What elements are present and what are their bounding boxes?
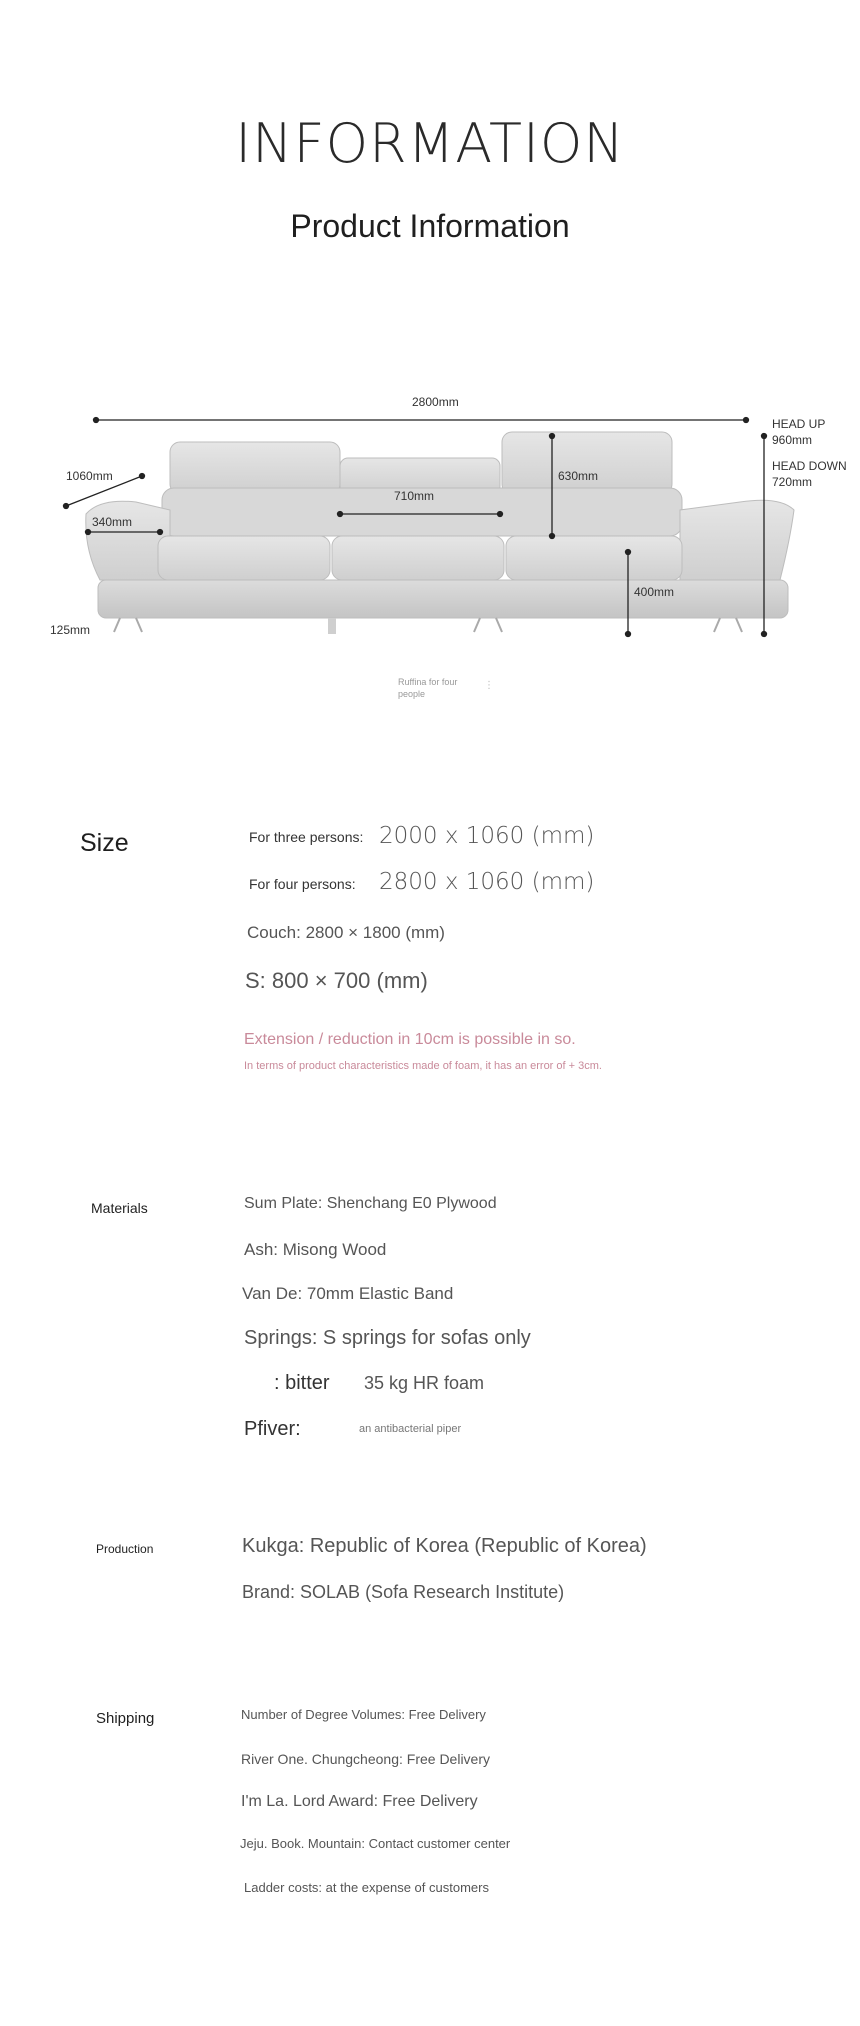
page-title: INFORMATION xyxy=(235,112,625,175)
bitter-value: 35 kg HR foam xyxy=(364,1373,485,1393)
arm-width-label: 340mm xyxy=(92,515,133,529)
three-persons-label: For three persons: xyxy=(249,829,364,845)
head-down-value: 720mm xyxy=(772,475,813,489)
production-item: Brand: SOLAB (Sofa Research Institute) xyxy=(242,1582,565,1602)
seat-height-label: 400mm xyxy=(634,585,675,599)
pfiver-label: Pfiver: xyxy=(244,1418,301,1440)
caption-mark: ⋮ xyxy=(484,680,494,691)
sofa-dimension-diagram xyxy=(40,380,860,670)
sofa-illustration xyxy=(86,432,794,634)
headrest-height-label: 630mm xyxy=(558,469,599,483)
material-item: Ash: Misong Wood xyxy=(244,1240,387,1259)
shipping-item: Number of Degree Volumes: Free Delivery xyxy=(241,1707,486,1722)
bitter-label: : bitter xyxy=(274,1372,330,1394)
size-note-extension: Extension / reduction in 10cm is possible in so. xyxy=(244,1031,576,1048)
diagram-caption: Ruffina for four people xyxy=(398,677,458,699)
s-size: S: 800 × 700 (mm) xyxy=(245,968,428,993)
head-down-label: HEAD DOWN xyxy=(772,459,847,473)
material-item: Springs: S springs for sofas only xyxy=(244,1327,531,1349)
middle-width-label: 710mm xyxy=(394,489,435,503)
couch-size: Couch: 2800 × 1800 (mm) xyxy=(247,923,445,942)
leg-height-label: 125mm xyxy=(50,623,91,637)
shipping-item: River One. Chungcheong: Free Delivery xyxy=(241,1751,491,1767)
four-persons-label: For four persons: xyxy=(249,876,356,892)
four-persons-value: 2800 x 1060 (mm) xyxy=(379,869,595,895)
pfiver-value: an antibacterial piper xyxy=(359,1423,462,1435)
size-note-error: In terms of product characteristics made of foam, it has an error of + 3cm. xyxy=(244,1060,602,1072)
materials-section-label: Materials xyxy=(91,1200,148,1216)
shipping-item: Jeju. Book. Mountain: Contact customer center xyxy=(240,1836,511,1851)
page-subtitle: Product Information xyxy=(290,208,570,244)
material-item: Sum Plate: Shenchang E0 Plywood xyxy=(244,1195,497,1212)
shipping-item: Ladder costs: at the expense of customers xyxy=(244,1880,489,1895)
head-up-label: HEAD UP xyxy=(772,417,826,431)
production-section-label: Production xyxy=(96,1542,154,1556)
three-persons-value: 2000 x 1060 (mm) xyxy=(379,823,595,849)
shipping-item: I'm La. Lord Award: Free Delivery xyxy=(241,1793,478,1810)
shipping-section-label: Shipping xyxy=(96,1710,155,1727)
size-section-label: Size xyxy=(80,829,129,857)
production-item: Kukga: Republic of Korea (Republic of Korea) xyxy=(242,1535,647,1557)
total-width-label: 2800mm xyxy=(412,395,459,409)
head-up-value: 960mm xyxy=(772,433,813,447)
material-item: Van De: 70mm Elastic Band xyxy=(242,1284,454,1303)
depth-label: 1060mm xyxy=(66,469,113,483)
